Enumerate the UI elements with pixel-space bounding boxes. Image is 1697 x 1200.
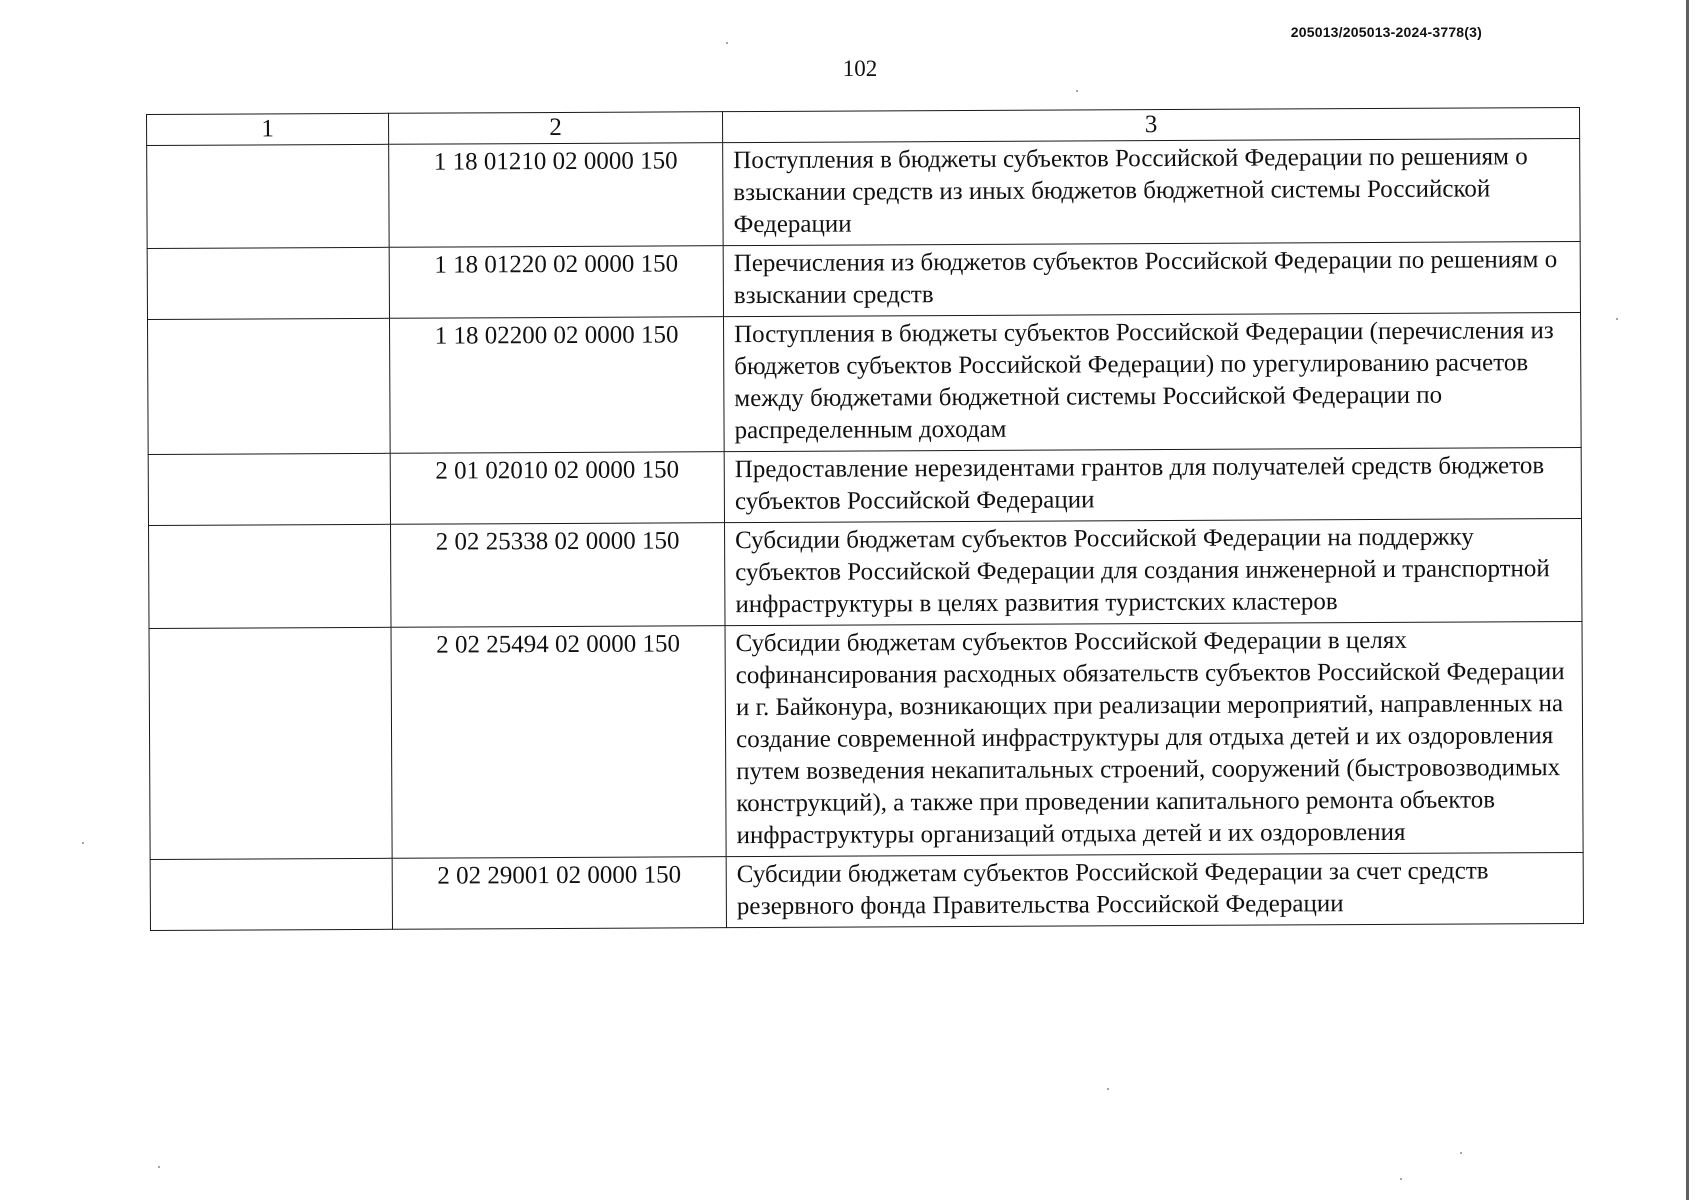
row-col1-cell [147, 247, 389, 319]
budget-code-cell: 2 01 02010 02 0000 150 [390, 452, 724, 525]
table-row [148, 312, 1582, 454]
row-col1-cell [147, 144, 390, 248]
description-cell: Предоставление нерезидентами грантов для получателей средств бюджетов субъектов Российской Федерации [724, 447, 1581, 522]
scan-speck [726, 42, 728, 44]
page-number: 102 [842, 56, 878, 81]
budget-classification-table [146, 107, 1584, 931]
budget-code-cell: 2 02 25338 02 0000 150 [391, 523, 725, 628]
column-header-1: 1 [147, 113, 389, 145]
column-header-3: 3 [722, 107, 1579, 142]
budget-code-cell: 1 18 01220 02 0000 150 [389, 246, 723, 319]
description-cell: Субсидии бюджетам субъектов Российской Федерации в целях софинансирования расходных обязательств субъектов Российской Федерации и г. Байконура, возникающих при реализации мероприятий, направленных на создание современной инфраструктуры для отдыха детей и их оздоровления путем возведения некапитальных строений, сооружений (быстровозводимых конструкций), а также при проведении капитального ремонта объектов инфраструктуры организаций отдыха детей и их оздоровления [725, 621, 1583, 856]
scan-speck [1076, 90, 1078, 92]
description-cell: Поступления в бюджеты субъектов Российской Федерации по решениям о взыскании средств из иных бюджетов бюджетной системы Российской Федерации [723, 138, 1580, 245]
description-cell: Поступления в бюджеты субъектов Российской Федерации (перечисления из бюджетов субъектов Российской Федерации) по урегулированию расчетов между бюджетами бюджетной системы Российской Федерации по распределенным доходам [723, 312, 1581, 451]
scan-speck [82, 842, 84, 844]
table-row [148, 447, 1581, 525]
scan-speck [1400, 1178, 1402, 1180]
row-col1-cell [149, 627, 392, 859]
description-cell: Субсидии бюджетам субъектов Российской Федерации за счет средств резервного фонда Правительства Российской Федерации [726, 852, 1583, 927]
table-row [150, 852, 1583, 930]
budget-code-cell: 1 18 01210 02 0000 150 [389, 143, 723, 248]
row-col1-cell [148, 318, 391, 454]
description-cell: Перечисления из бюджетов субъектов Российской Федерации по решениям о взыскании средств [723, 241, 1580, 316]
table-row [147, 241, 1580, 319]
scan-edge [1686, 0, 1689, 1200]
scan-speck [158, 1166, 160, 1168]
table-row [149, 518, 1582, 628]
budget-code-cell: 2 02 29001 02 0000 150 [392, 857, 726, 930]
row-col1-cell [148, 453, 390, 525]
row-col1-cell [149, 524, 392, 628]
budget-code-cell: 1 18 02200 02 0000 150 [390, 317, 725, 454]
table-row [149, 621, 1583, 859]
document-id: 205013/205013-2024-3778(3) [1290, 24, 1482, 40]
column-header-2: 2 [388, 112, 722, 145]
row-col1-cell [150, 858, 392, 930]
table-row [147, 138, 1580, 248]
scan-speck [1460, 1152, 1462, 1154]
scan-speck [1616, 318, 1618, 320]
budget-code-cell: 2 02 25494 02 0000 150 [391, 626, 726, 859]
scan-speck [1107, 1088, 1109, 1090]
description-cell: Субсидии бюджетам субъектов Российской Федерации на поддержку субъектов Российской Федерации для создания инженерной и транспортной инфраструктуры в целях развития туристских кластеров [725, 518, 1582, 625]
